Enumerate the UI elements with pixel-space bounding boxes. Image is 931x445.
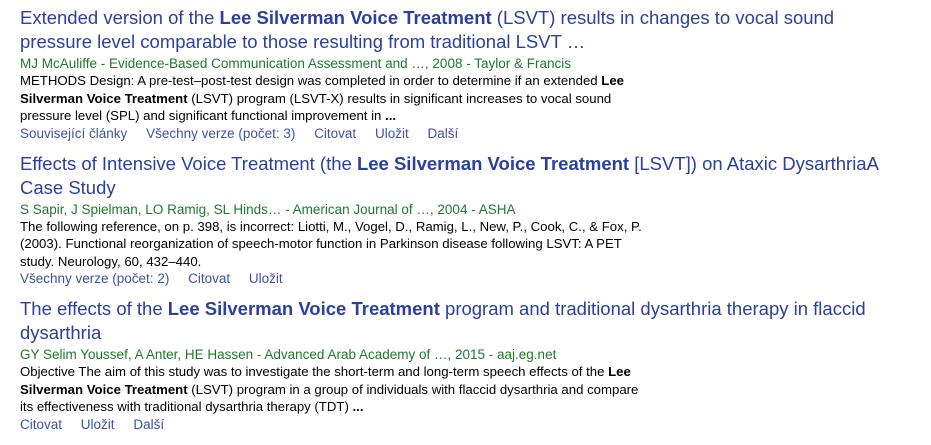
search-result [20, 297, 920, 433]
result-title-link[interactable] [20, 6, 900, 54]
snippet-segment: METHODS Design: A pre-test–post-test design was completed in order to determine if an extended [20, 73, 602, 88]
result-title-link[interactable] [20, 297, 900, 345]
result-byline: MJ McAuliffe - Evidence-Based Communication Assessment and …, 2008 - Taylor & Francis [20, 56, 571, 71]
result-actions [20, 270, 920, 287]
title-segment: [LSVT]) on Ataxic DysarthriaA Case Study [20, 152, 878, 198]
more-link[interactable]: Další [427, 125, 459, 141]
title-highlight: Lee Silverman Voice Treatment [219, 7, 492, 28]
all-versions-link[interactable]: Všechny verze (počet: 3) [146, 125, 296, 141]
snippet-highlight: Lee Silverman Voice Treatment [20, 73, 625, 106]
save-link[interactable]: Uložit [80, 416, 115, 432]
result-byline: GY Selim Youssef, A Anter, HE Hassen - Advanced Arab Academy of …, 2015 - aaj.eg.net [20, 347, 557, 362]
title-segment: The effects of the [20, 298, 168, 319]
snippet-segment: The following reference, on p. 398, is incorrect: Liotti, M., Vogel, D., Ramig, L., New, P., Cook, C., & Fox, P.(2003). Functional reorganization of speech-motor function in Parkinson disease following LSVT: A PET study. Neurology, 60, 432–440. [20, 218, 642, 269]
result-actions [20, 416, 920, 433]
related-articles-link[interactable]: Související články [20, 125, 128, 141]
title-segment: Extended version of the [20, 7, 220, 28]
title-segment: Effects of Intensive Voice Treatment (the [20, 152, 357, 174]
save-link[interactable]: Uložit [374, 125, 409, 141]
cite-link[interactable]: Citovat [188, 271, 231, 286]
snippet-segment: Objective The aim of this study was to investigate the short-term and long-term speech effects of the [20, 364, 609, 379]
result-snippet [20, 72, 650, 125]
search-results-list [20, 6, 920, 433]
title-highlight: Lee Silverman Voice Treatment [356, 152, 630, 174]
all-versions-link[interactable]: Všechny verze (počet: 2) [20, 271, 170, 286]
search-result [20, 152, 920, 288]
cite-link[interactable]: Citovat [20, 416, 63, 432]
more-link[interactable]: Další [133, 416, 165, 432]
result-actions [20, 125, 920, 142]
snippet-highlight: Lee Silverman Voice Treatment [20, 364, 631, 397]
search-result [20, 6, 920, 142]
result-snippet [20, 218, 650, 271]
result-title-link[interactable] [20, 152, 900, 200]
snippet-ellipsis: ... [352, 399, 364, 414]
result-snippet [20, 363, 650, 416]
save-link[interactable]: Uložit [248, 271, 283, 286]
title-highlight: Lee Silverman Voice Treatment [167, 298, 440, 319]
cite-link[interactable]: Citovat [314, 125, 357, 141]
title-segment: (LSVT) results in changes to vocal sound pressure level comparable to those resulting from traditional LSVT … [20, 7, 835, 52]
result-byline: S Sapir, J Spielman, LO Ramig, SL Hinds… - American Journal of …, 2004 - ASHA [20, 201, 516, 217]
snippet-ellipsis: ... [385, 108, 397, 123]
title-segment: program and traditional dysarthria therapy in flaccid dysarthria [20, 298, 866, 343]
snippet-segment: (LSVT) program (LSVT-X) results in significant increases to vocal sound pressure level (SPL) and significant functional improvement in [20, 90, 612, 123]
snippet-segment: (LSVT) program in a group of individuals with flaccid dysarthria and compare its effectiveness with traditional dysarthria therapy (TDT) [20, 381, 639, 414]
